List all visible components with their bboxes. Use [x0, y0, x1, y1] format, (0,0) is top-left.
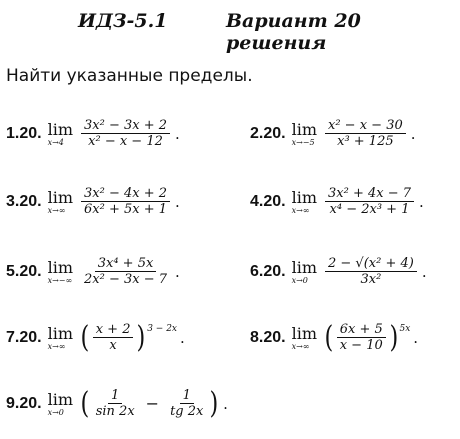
- problem-1: 1.20. lim x→4 $\frac{\text{3x² − 3x + 2}}{\text{x² − x − 12}}$ .: [6, 118, 180, 149]
- fraction-2: $\frac{1}{tg 2x}$: [170, 388, 204, 419]
- fraction: $\frac{\text{2 − √(x² + 4)}}{\text{3x²}}$: [325, 256, 417, 287]
- instruction-text: Найти указанные пределы.: [6, 66, 253, 86]
- limit-operator: lim x→∞: [47, 187, 73, 215]
- problem-number: 5.20.: [6, 262, 42, 280]
- limit-operator: lim x→−5: [291, 119, 317, 147]
- problem-9: 9.20. lim x→0 ( $\frac{1}{\sin 2x}$ − $\frac{1}{tg 2x}$ ) .: [6, 385, 228, 421]
- fraction: $\frac{6x + 5}{x - 10}$: [337, 322, 386, 353]
- problem-number: 7.20.: [6, 328, 42, 346]
- fraction: $\frac{\text{x² − x − 30}}{\text{x³ + 125}}$: [325, 118, 406, 149]
- right-paren: ): [209, 385, 219, 421]
- fraction: $\frac{\text{3x⁴ + 5x}}{\text{2x² − 3x − 7}}$: [84, 256, 168, 287]
- limit-operator: lim x→0: [291, 257, 317, 285]
- problem-4: 4.20. lim x→∞ $\frac{\text{3x² + 4x − 7}}{\text{x⁴ − 2x³ + 1}}$ .: [250, 186, 424, 217]
- limit-operator: lim x→∞: [47, 323, 73, 351]
- problem-7: 7.20. lim x→∞ ( $\frac{x + 2}{x}$ ) 3 − 2x .: [6, 319, 185, 355]
- problem-number: 9.20.: [6, 394, 42, 412]
- limit-operator: lim x→4: [47, 119, 73, 147]
- variant-title: Вариант 20 решения: [226, 10, 361, 54]
- right-paren: ): [136, 319, 146, 355]
- fraction: $\frac{\text{3x² − 3x + 2}}{\text{x² − x − 12}}$: [81, 118, 170, 149]
- limit-operator: lim x→0: [47, 389, 73, 417]
- left-paren: (: [80, 319, 90, 355]
- right-paren: ): [389, 319, 399, 355]
- minus-sign: −: [145, 394, 160, 413]
- problem-5: 5.20. lim x→−∞ $\frac{\text{3x⁴ + 5x}}{\text{2x² − 3x − 7}}$ .: [6, 256, 180, 287]
- problem-2: 2.20. lim x→−5 $\frac{\text{x² − x − 30}}{\text{x³ + 125}}$ .: [250, 118, 416, 149]
- exponent: 3 − 2x: [147, 324, 177, 334]
- problem-8: 8.20. lim x→∞ ( $\frac{6x + 5}{x - 10}$ ) 5x .: [250, 319, 419, 355]
- problem-number: 3.20.: [6, 192, 42, 210]
- limit-operator: lim x→−∞: [47, 257, 73, 285]
- problem-number: 8.20.: [250, 328, 286, 346]
- left-paren: (: [80, 385, 90, 421]
- problem-number: 1.20.: [6, 124, 42, 142]
- fraction-1: $\frac{1}{\sin 2x}$: [95, 388, 135, 419]
- problem-3: 3.20. lim x→∞ $\frac{\text{3x² − 4x + 2}}{\text{6x² + 5x + 1}}$ .: [6, 186, 180, 217]
- problem-6: 6.20. lim x→0 $\frac{\text{2 − √(x² + 4)}}{\text{3x²}}$ .: [250, 256, 427, 287]
- fraction: $\frac{x + 2}{x}$: [93, 322, 134, 353]
- limit-operator: lim x→∞: [291, 323, 317, 351]
- problem-number: 2.20.: [250, 124, 286, 142]
- worksheet-title: ИДЗ-5.1: [78, 10, 168, 32]
- limit-operator: lim x→∞: [291, 187, 317, 215]
- problem-number: 6.20.: [250, 262, 286, 280]
- fraction: $\frac{\text{3x² + 4x − 7}}{\text{x⁴ − 2x³ + 1}}$: [325, 186, 414, 217]
- fraction: $\frac{\text{3x² − 4x + 2}}{\text{6x² + 5x + 1}}$: [81, 186, 170, 217]
- problem-number: 4.20.: [250, 192, 286, 210]
- exponent: 5x: [399, 324, 411, 334]
- left-paren: (: [324, 319, 334, 355]
